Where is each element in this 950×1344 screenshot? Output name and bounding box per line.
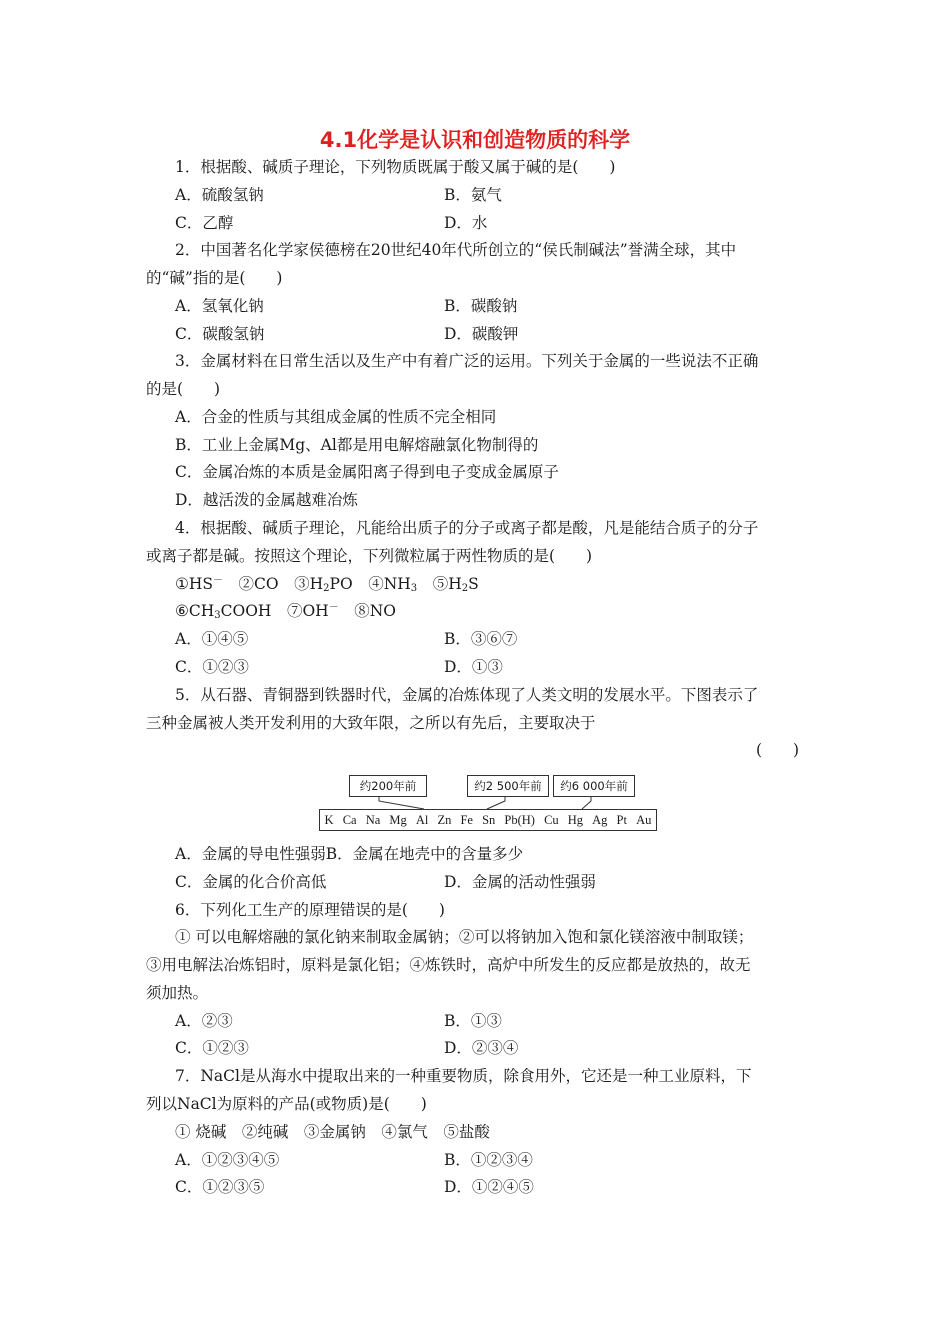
metal-activity-diagram [319, 773, 659, 831]
q4-option-a: A．①④⑤ [175, 630, 249, 648]
metal-activity-series [319, 809, 657, 831]
species-no: ⑧NO [354, 602, 396, 620]
q7-products-list: ① 烧碱 ②纯碱 ③金属钠 ④氯气 ⑤盐酸 [175, 1123, 490, 1141]
q2-option-c: C．碳酸氢钠 [175, 325, 265, 343]
q1-option-c: C．乙醇 [175, 214, 234, 232]
q4-option-b: B．③⑥⑦ [444, 630, 518, 648]
metal-cu: Cu [544, 812, 559, 827]
q1-option-a: A．硫酸氢钠 [175, 186, 264, 204]
q2-option-d: D．碳酸钾 [444, 325, 519, 343]
species-ch3cooh: ⑥CH [175, 602, 215, 620]
metal-pb-h: Pb(H) [504, 812, 535, 827]
q4-option-d: D．①③ [444, 658, 503, 676]
label-2500-years: 约2 500年前 [467, 775, 549, 797]
metal-al: Al [415, 812, 429, 827]
q4-option-c: C．①②③ [175, 658, 249, 676]
page-title: 4.1化学是认识和创造物质的科学 [319, 128, 631, 152]
q4-species-line1: ①HS－ ②CO $③H_2PO$ $④NH_3$ $⑤H_2S$ [175, 575, 479, 594]
question-7-stem-line1: 7．NaCl是从海水中提取出来的一种重要物质，除食用外，它还是一种工业原料，下 [175, 1067, 752, 1085]
q6-statement-line1: ① 可以电解熔融的氯化钠来制取金属钠；②可以将钠加入饱和氯化镁溶液中制取镁； [175, 928, 754, 946]
q7-option-d: D．①②④⑤ [444, 1178, 534, 1196]
q6-option-c: C．①②③ [175, 1039, 249, 1057]
q6-statement-line2: ③用电解法冶炼铝时，原料是氯化铝；④炼铁时，高炉中所发生的反应都是放热的，故无 [146, 956, 751, 974]
question-2-stem-line2: 的“碱”指的是( ) [146, 269, 283, 287]
q5-answer-paren: ( ) [756, 741, 800, 759]
q3-option-a: A．合金的性质与其组成金属的性质不完全相同 [175, 408, 497, 426]
q5-option-c: C．金属的化合价高低 [175, 873, 327, 891]
question-4-stem-line2: 或离子都是碱。按照这个理论，下列微粒属于两性物质的是( ) [146, 547, 593, 565]
question-3-stem-line1: 3．金属材料在日常生活以及生产中有着广泛的运用。下列关于金属的一些说法不正确 [175, 352, 759, 370]
metal-zn: Zn [437, 812, 452, 827]
species-nh3: ④NH [368, 575, 411, 593]
q2-option-a: A．氢氧化钠 [175, 297, 264, 315]
species-h2s: ⑤H [432, 575, 462, 593]
question-4-stem-line1: 4．根据酸、碱质子理论，凡能给出质子的分子或离子都是酸，凡是能结合质子的分子 [175, 519, 759, 537]
q6-option-b: B．①③ [444, 1012, 502, 1030]
metal-ag: Ag [592, 812, 608, 827]
question-3-stem-line2: 的是( ) [146, 380, 221, 398]
q2-option-b: B．碳酸钠 [444, 297, 518, 315]
q1-option-b: B．氨气 [444, 186, 502, 204]
question-5-stem-line1: 5．从石器、青铜器到铁器时代，金属的冶炼体现了人类文明的发展水平。下图表示了 [175, 686, 759, 704]
label-6000-years: 约6 000年前 [553, 775, 635, 797]
q1-option-d: D．水 [444, 214, 488, 232]
metal-pt: Pt [616, 812, 627, 827]
metal-au: Au [636, 812, 652, 827]
q5-option-d: D．金属的活动性强弱 [444, 873, 596, 891]
metal-hg: Hg [567, 812, 584, 827]
q3-option-d: D．越活泼的金属越难冶炼 [175, 491, 358, 509]
q7-option-b: B．①②③④ [444, 1151, 533, 1169]
q3-option-b: B．工业上金属Mg、Al都是用电解熔融氯化物制得的 [175, 436, 539, 454]
metal-sn: Sn [482, 812, 496, 827]
q4-species-line2: $⑥CH_3COOH$ ⑦OH－ ⑧NO [175, 602, 396, 621]
metal-ca: Ca [342, 812, 357, 827]
metal-fe: Fe [460, 812, 473, 827]
q6-option-d: D．②③④ [444, 1039, 519, 1057]
question-7-stem-line2: 列以NaCl为原料的产品(或物质)是( ) [146, 1095, 427, 1113]
metal-k: K [324, 812, 334, 827]
species-oh: ⑦OH [286, 602, 329, 620]
q3-option-c: C．金属冶炼的本质是金属阳离子得到电子变成金属原子 [175, 463, 559, 481]
species-co: ②CO [238, 575, 279, 593]
q7-option-c: C．①②③⑤ [175, 1178, 265, 1196]
species-hs: ①HS [175, 575, 214, 593]
metal-mg: Mg [389, 812, 407, 827]
question-6-stem: 6．下列化工生产的原理错误的是( ) [175, 901, 445, 919]
question-1-stem: 1．根据酸、碱质子理论，下列物质既属于酸又属于碱的是( ) [175, 158, 616, 176]
q6-option-a: A．②③ [175, 1012, 233, 1030]
q6-statement-line3: 须加热。 [146, 984, 209, 1002]
metal-na: Na [365, 812, 381, 827]
q5-option-ab: A．金属的导电性强弱B．金属在地壳中的含量多少 [175, 845, 524, 863]
label-200-years: 约200年前 [349, 775, 427, 797]
q7-option-a: A．①②③④⑤ [175, 1151, 280, 1169]
species-h2po: ③H [294, 575, 324, 593]
question-5-stem-line2: 三种金属被人类开发利用的大致年限，之所以有先后，主要取决于 [146, 714, 596, 732]
question-2-stem-line1: 2．中国著名化学家侯德榜在20世纪40年代所创立的“侯氏制碱法”誉满全球，其中 [175, 241, 737, 259]
